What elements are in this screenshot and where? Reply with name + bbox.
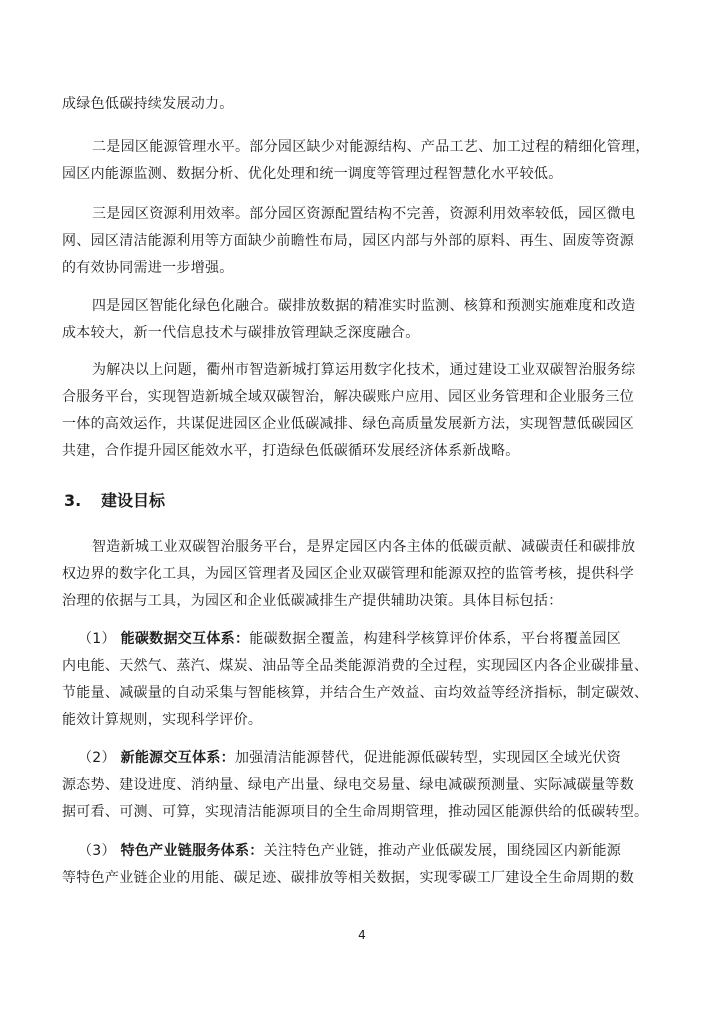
- body-text-line: 一体的高效运作，共谋促进园区企业低碳减排、绿色高质量发展新方法，实现智慧低碳园区: [62, 416, 634, 432]
- list-item-text: 能碳数据全覆盖，构建科学核算评价体系，平台将覆盖园区: [249, 631, 622, 647]
- body-text-line: 为解决以上问题，衢州市智造新城打算运用数字化技术，通过建设工业双碳智治服务综: [92, 362, 636, 378]
- list-item-title: 特色产业链服务体系：: [120, 843, 264, 859]
- section-heading: [64, 489, 165, 513]
- body-text-line: 成绿色低碳持续发展动力。: [62, 96, 234, 112]
- list-item-first-line: [78, 748, 621, 768]
- body-text-line: 园区内能源监测、数据分析、优化处理和统一调度等管理过程智慧化水平较低。: [62, 166, 563, 182]
- body-text-line: 成本较大，新一代信息技术与碳排放管理缺乏深度融合。: [62, 325, 420, 341]
- body-text-line: 等特色产业链企业的用能、碳足迹、碳排放等相关数据，实现零碳工厂建设全生命周期的数: [62, 870, 634, 886]
- list-item-text: 关注特色产业链，推动产业低碳发展，围绕园区内新能源: [263, 843, 622, 859]
- list-item-title: 能碳数据交互体系：: [120, 631, 250, 647]
- body-text-line: 治理的依据与工具，为园区和企业低碳减排生产提供辅助决策。具体目标包括：: [62, 593, 563, 609]
- body-text-line: 三是园区资源利用效率。部分园区资源配置结构不完善，资源利用效率较低，园区微电: [92, 206, 636, 222]
- body-text-line: 智造新城工业双碳智治服务平台，是界定园区内各主体的低碳贡献、减碳责任和碳排放: [92, 539, 636, 555]
- body-text-line: 的有效协同需进一步增强。: [62, 260, 234, 276]
- body-text-line: 据可看、可测、可算，实现清洁能源项目的全生命周期管理，推动园区能源供给的低碳转型。: [62, 804, 649, 820]
- body-text-line: 源态势、建设进度、消纳量、绿电产出量、绿电交易量、绿电减碳预测量、实际减碳量等数: [62, 777, 634, 793]
- body-text-line: 合服务平台，实现智造新城全域双碳智治，解决碳账户应用、园区业务管理和企业服务三位: [62, 389, 634, 405]
- section-title: 建设目标: [101, 491, 166, 510]
- body-text-line: 网、园区清洁能源利用等方面缺少前瞻性布局，园区内部与外部的原料、再生、固废等资源: [62, 233, 634, 249]
- list-item-first-line: [78, 629, 621, 649]
- page-number: 4: [358, 928, 366, 942]
- list-item-marker: （1）: [78, 631, 116, 647]
- body-text-line: 内电能、天然气、蒸汽、煤炭、油品等全品类能源消费的全过程，实现园区内各企业碳排量、: [62, 658, 649, 674]
- body-text-line: 节能量、减碳量的自动采集与智能核算，并结合生产效益、亩均效益等经济指标，制定碳效、: [62, 685, 649, 701]
- section-number: 3.: [64, 491, 82, 510]
- list-item-title: 新能源交互体系：: [120, 750, 235, 766]
- body-text-line: 共建，合作提升园区能效水平，打造绿色低碳循环发展经济体系新战略。: [62, 443, 520, 459]
- body-text-line: 能效计算规则，实现科学评价。: [62, 712, 263, 728]
- list-item-text: 加强清洁能源替代，促进能源低碳转型，实现园区全域光伏资: [234, 750, 622, 766]
- list-item-first-line: [78, 841, 621, 861]
- body-text-line: 四是园区智能化绿色化融合。碳排放数据的精准实时监测、核算和预测实施难度和改造: [92, 298, 636, 314]
- body-text-line: 二是园区能源管理水平。部分园区缺少对能源结构、产品工艺、加工过程的精细化管理，: [92, 139, 650, 155]
- list-item-marker: （2）: [78, 750, 116, 766]
- list-item-marker: （3）: [78, 843, 116, 859]
- body-text-line: 权边界的数字化工具，为园区管理者及园区企业双碳管理和能源双控的监管考核，提供科学: [62, 566, 634, 582]
